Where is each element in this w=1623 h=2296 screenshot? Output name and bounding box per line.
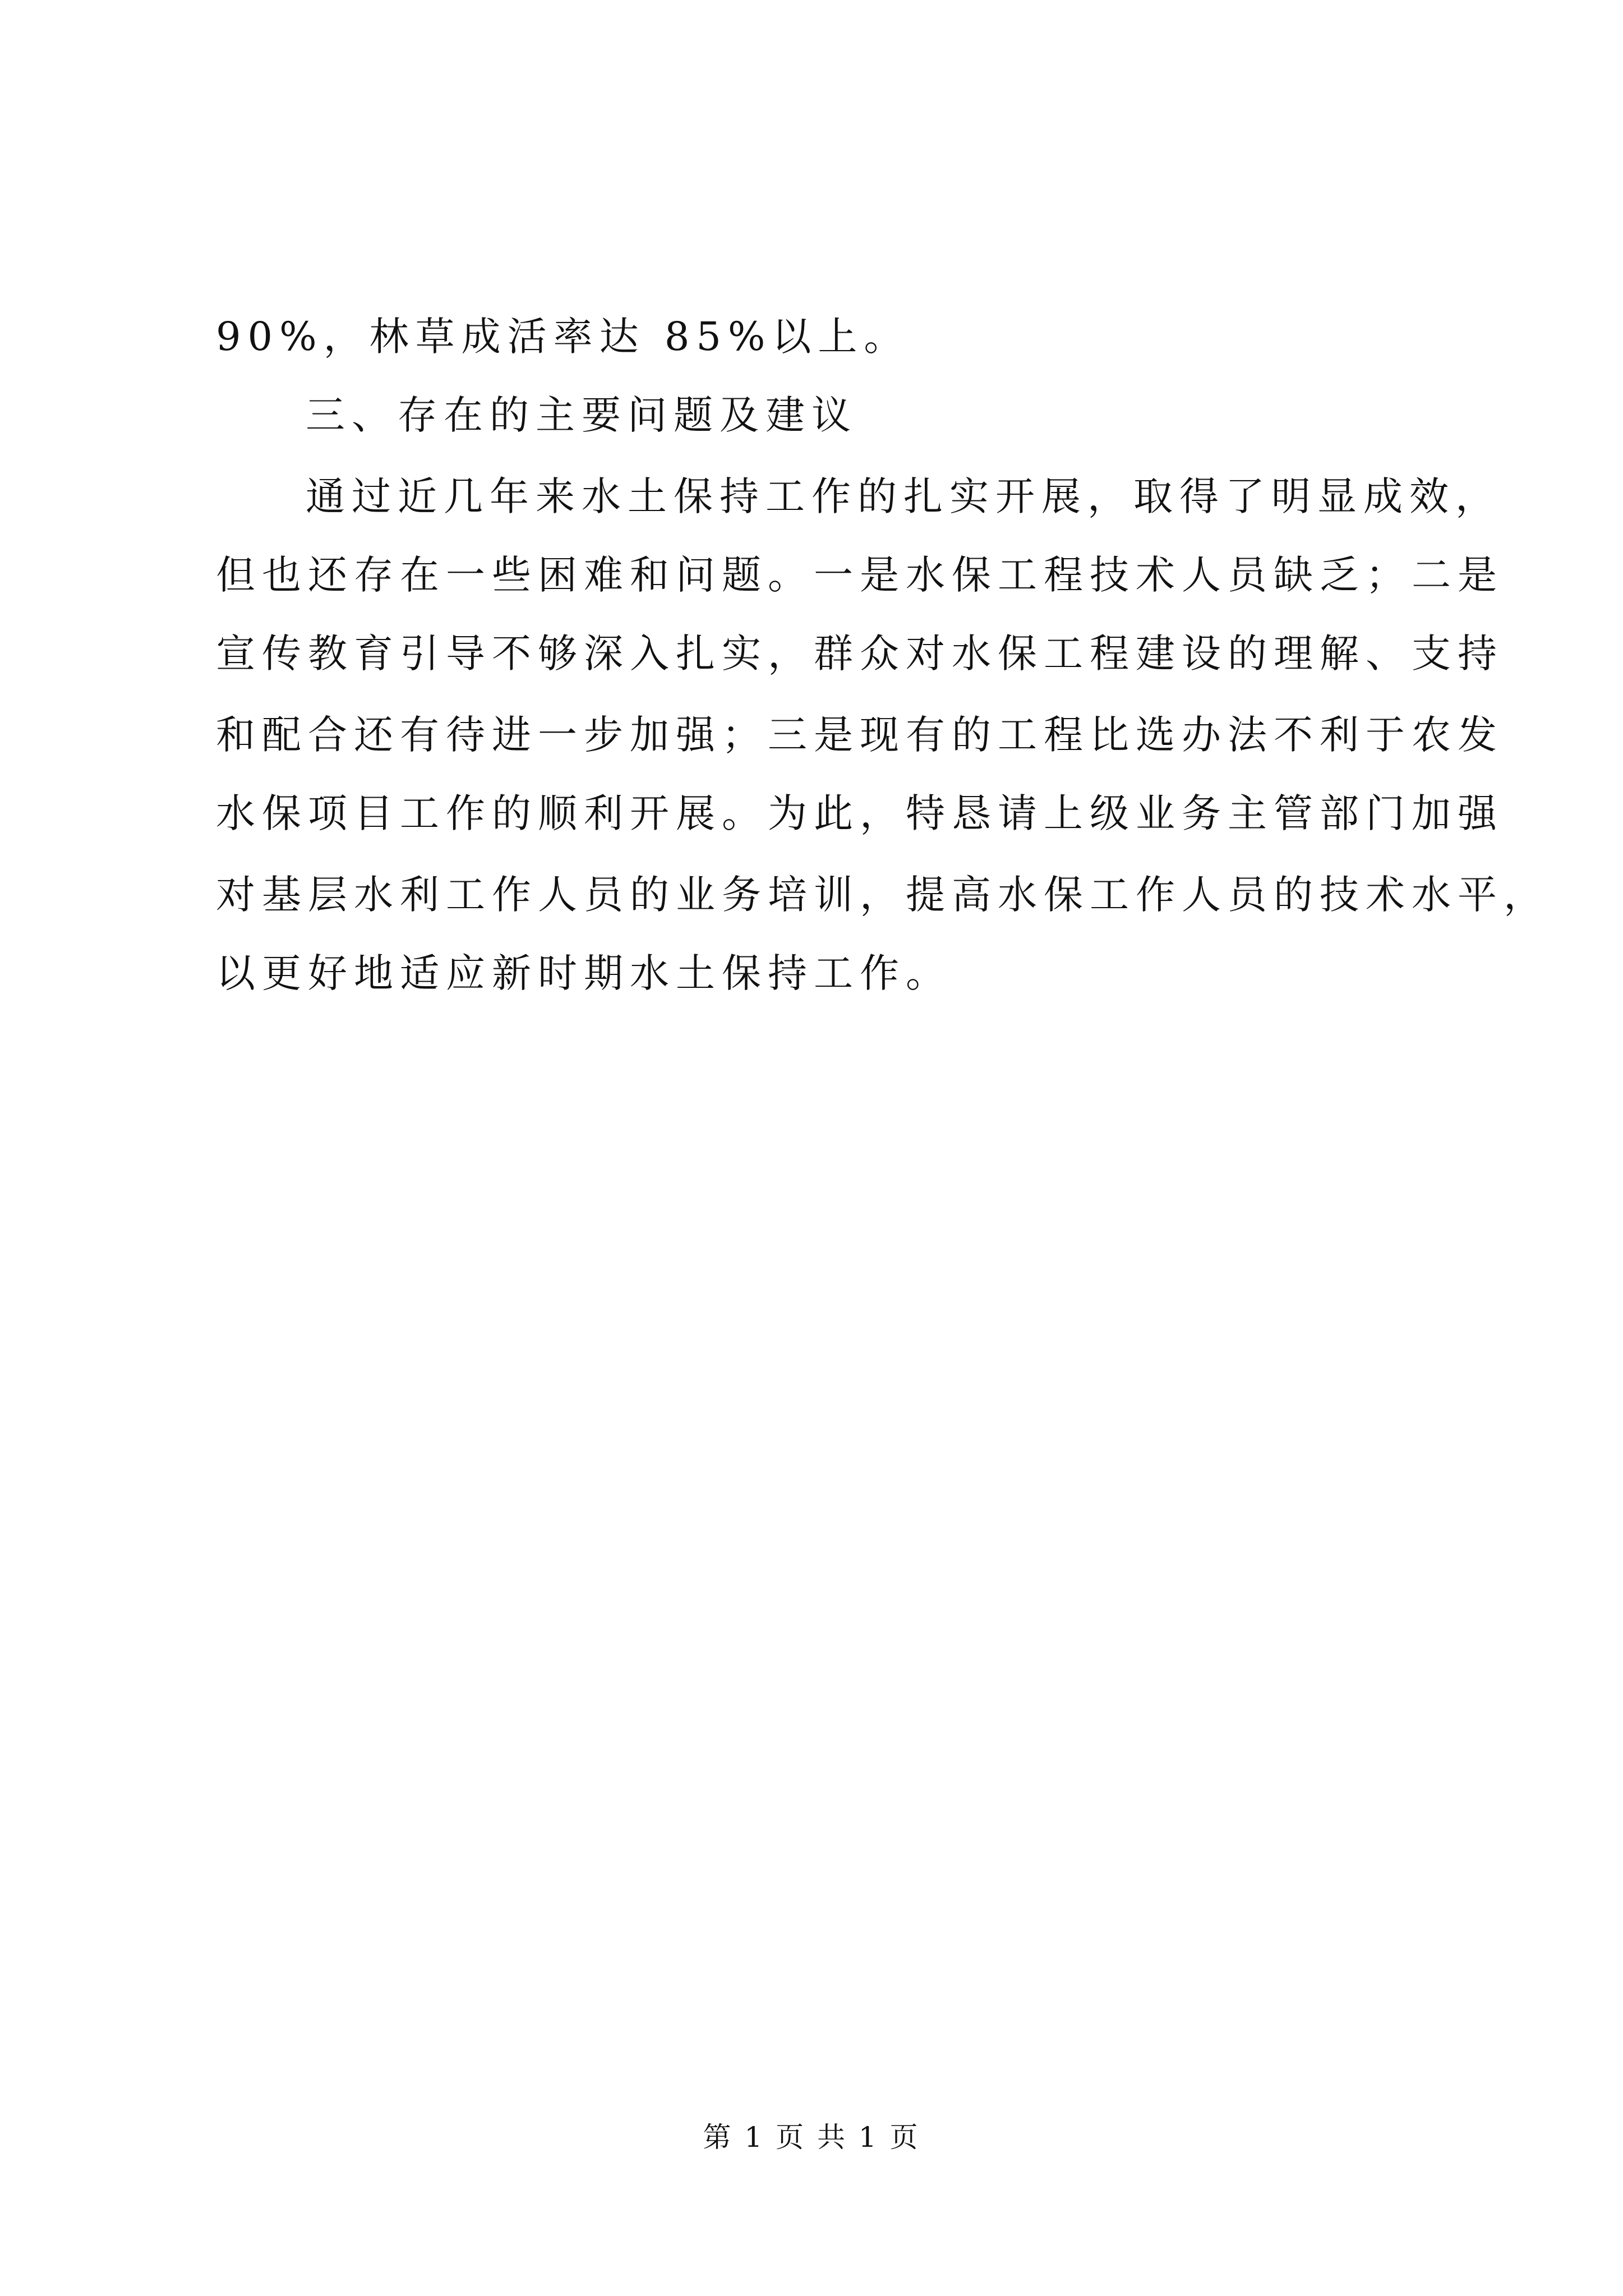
text-line-3: 通过近几年来水土保持工作的扎实开展，取得了明显成效， (306, 473, 1501, 519)
section-heading: 三、存在的主要问题及建议 (306, 392, 857, 438)
text-line-6: 和配合还有待进一步加强；三是现有的工程比选办法不利于农发 (216, 712, 1504, 758)
text-line-1: 90%，林草成活率达 85%以上。 (216, 314, 910, 360)
text-line-5: 宣传教育引导不够深入扎实，群众对水保工程建设的理解、支持 (216, 631, 1504, 677)
page-footer: 第 1 页 共 1 页 (703, 2121, 920, 2154)
text-line-7: 水保项目工作的顺利开展。为此，特恳请上级业务主管部门加强 (216, 790, 1504, 836)
text-line-4: 但也还存在一些困难和问题。一是水保工程技术人员缺乏；二是 (216, 552, 1504, 598)
text-line-8: 对基层水利工作人员的业务培训，提高水保工作人员的技术水平， (216, 872, 1550, 918)
text-line-9: 以更好地适应新时期水土保持工作。 (216, 950, 952, 996)
